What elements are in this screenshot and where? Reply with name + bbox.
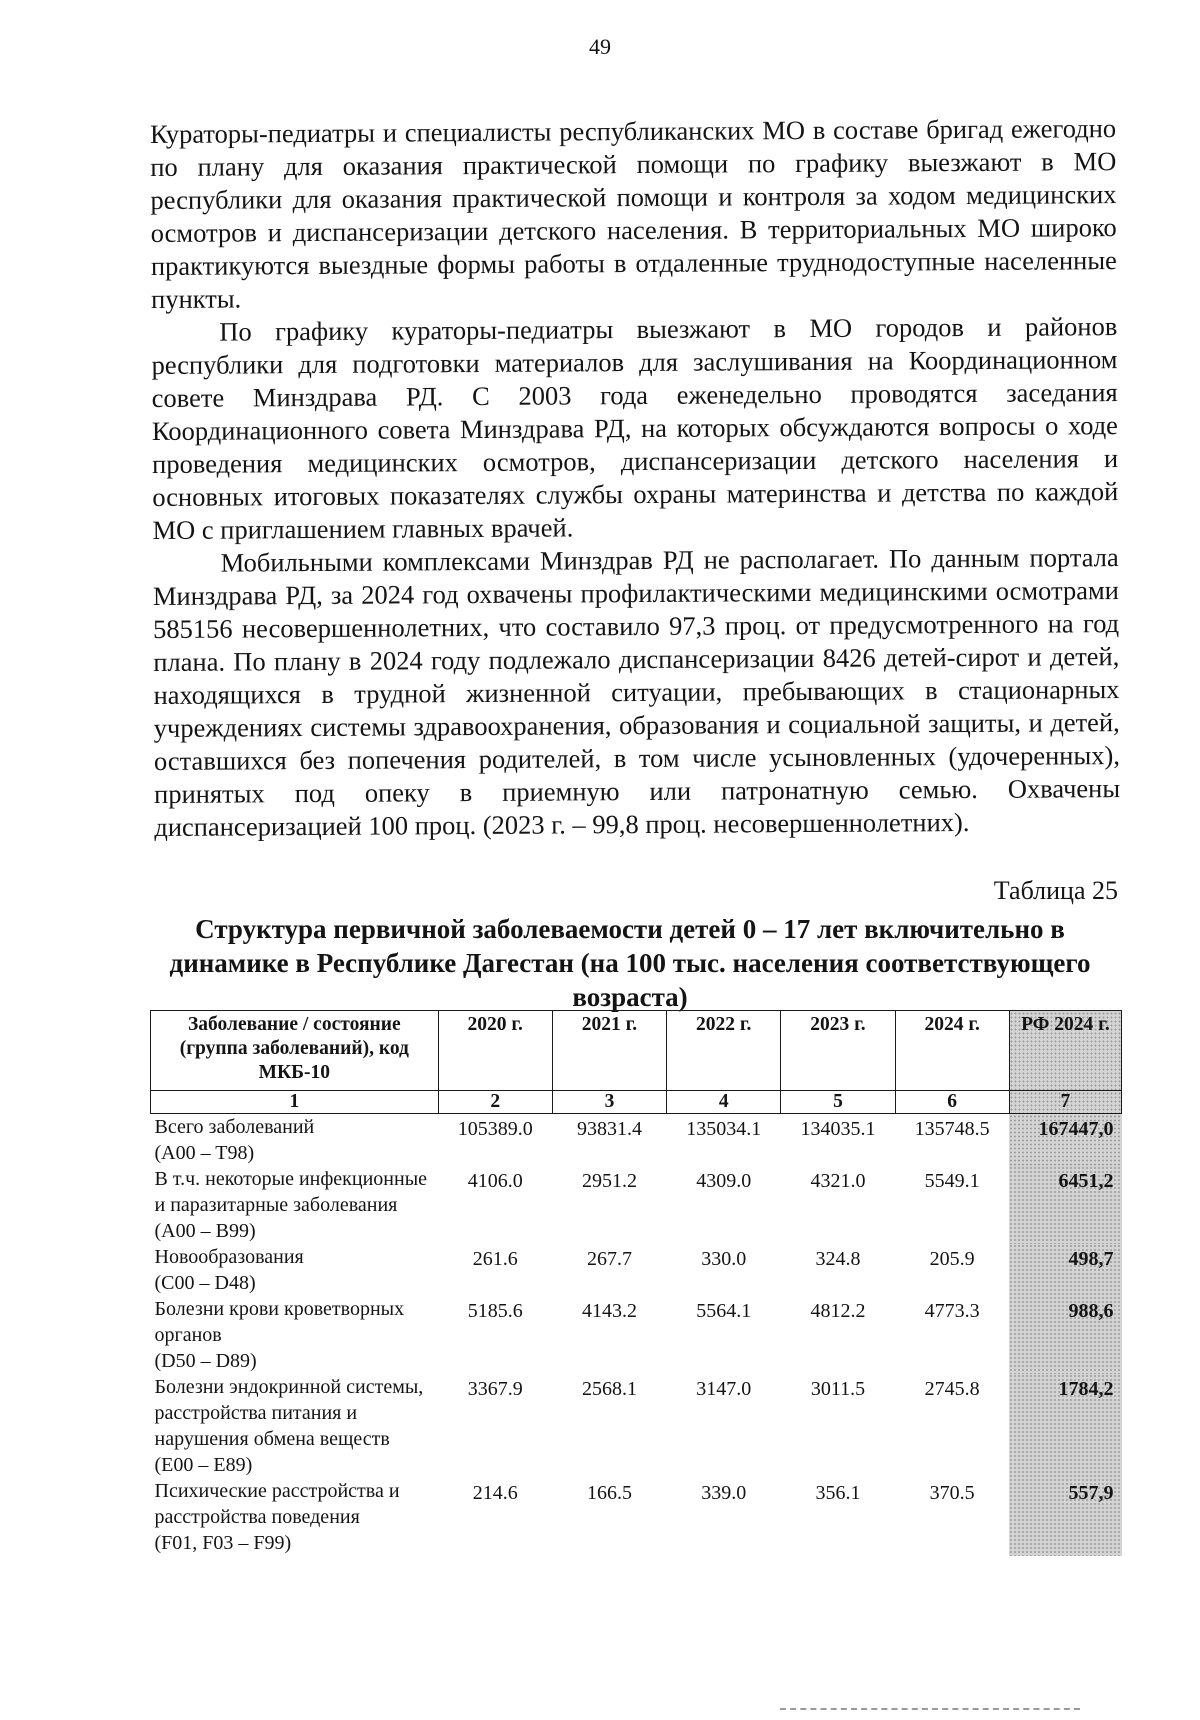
header-2021: 2021 г.	[552, 1011, 666, 1091]
value-rf-2024: 557,9	[1009, 1478, 1121, 1556]
value-2021: 166.5	[586, 1482, 632, 1504]
table-row	[151, 1296, 1122, 1374]
disease-name: Всего заболеваний	[154, 1116, 315, 1138]
value-2022: 3147.0	[696, 1378, 752, 1400]
value-2022: 339.0	[701, 1482, 747, 1504]
disease-cell	[151, 1244, 439, 1296]
icd-code: (A00 – T98)	[154, 1142, 255, 1164]
value-2021: 2568.1	[581, 1378, 637, 1400]
value-2024: 5549.1	[924, 1170, 980, 1192]
value-rf-2024: 1784,2	[1009, 1374, 1121, 1478]
table-title: Структура первичной заболеваемости детей 0 – 17 лет включительно в динамике в Республике Дагестан (на 100 тыс. населения соответствующего возраста)	[169, 914, 1091, 1012]
table-row	[151, 1114, 1122, 1167]
value-rf-2024: 498,7	[1009, 1244, 1121, 1296]
value-2020: 105389.0	[457, 1118, 533, 1140]
table-caption: Таблица 25	[993, 876, 1118, 905]
value-2023: 4812.2	[810, 1300, 866, 1322]
scan-artifact-line	[780, 1708, 1080, 1710]
table-row	[151, 1166, 1122, 1244]
value-2024: 4773.3	[924, 1300, 980, 1322]
table-row	[151, 1244, 1122, 1296]
paragraph-1: Кураторы-педиатры и специалисты республиканских МО в составе бригад ежегодно по плану для оказания практической помощи по графику выезжают в МО республики для оказания практической помощи и контроля за ходом медицинских осмотров и диспансеризации детского населения. В территориальных МО широко практикуются выездные формы работы в отдаленные труднодоступные населенные пункты.	[150, 113, 1117, 314]
value-2024: 2745.8	[924, 1378, 980, 1400]
value-2024: 135748.5	[914, 1118, 990, 1140]
value-2023: 3011.5	[810, 1378, 866, 1400]
header-disease: Заболевание / состояние (группа заболеваний), код МКБ-10	[151, 1011, 439, 1091]
column-number: 5	[781, 1091, 895, 1114]
value-2024: 370.5	[929, 1482, 975, 1504]
icd-code: (E00 – E89)	[154, 1454, 253, 1476]
header-rf-2024: РФ 2024 г.	[1009, 1011, 1121, 1091]
value-2020: 3367.9	[467, 1378, 523, 1400]
paragraph-2: По графику кураторы-педиатры выезжают в МО городов и районов республики для подготовки материалов для заслушивания на Координационном совете Минздрава РД. С 2003 года еженедельно проводятся заседания Координационного совета Минздрава РД, на которых обсуждаются вопросы о ходе проведения медицинских осмотров, диспансеризации детского населения и основных итоговых показателях службы охраны материнства и детства по каждой МО с приглашением главных врачей.	[151, 311, 1119, 545]
disease-name: В т.ч. некоторые инфекционные и паразитарные заболевания	[154, 1168, 428, 1216]
paragraph-3: Мобильными комплексами Минздрав РД не располагает. По данным портала Минздрава РД, за 2024 год охвачены профилактическими медицинскими осмотрами 585156 несовершеннолетних, что составило 97,3 проц. от предусмотренного на год плана. По плану в 2024 году подлежало диспансеризации 8426 детей-сирот и детей, находящихся в трудной жизненной ситуации, пребывающих в стационарных учреждениях системы здравоохранения, образования и социальной защиты, и детей, оставшихся без попечения родителей, в том числе усыновленных (удочеренных), принятых под опеку в приемную или патронатную семью. Охвачены диспансеризацией 100 проц. (2023 г. – 99,8 проц. несовершеннолетних).	[152, 542, 1121, 842]
disease-cell	[151, 1478, 439, 1556]
icd-code: (A00 – B99)	[154, 1220, 256, 1242]
value-2021: 2951.2	[581, 1170, 637, 1192]
column-number: 6	[895, 1091, 1009, 1114]
value-2020: 4106.0	[467, 1170, 523, 1192]
body-text	[150, 112, 1120, 844]
value-2022: 135034.1	[686, 1118, 762, 1140]
disease-cell	[151, 1296, 439, 1374]
value-2023: 134035.1	[800, 1118, 876, 1140]
table-row	[151, 1478, 1122, 1556]
header-2020: 2020 г.	[438, 1011, 552, 1091]
table-row	[151, 1374, 1122, 1478]
value-rf-2024: 167447,0	[1009, 1114, 1121, 1167]
icd-code: (D50 – D89)	[154, 1350, 257, 1372]
disease-name: Психические расстройства и расстройства поведения	[154, 1480, 400, 1528]
column-number: 1	[151, 1091, 439, 1114]
disease-name: Новообразования	[154, 1246, 304, 1268]
header-2024: 2024 г.	[895, 1011, 1009, 1091]
header-2023: 2023 г.	[781, 1011, 895, 1091]
value-rf-2024: 988,6	[1009, 1296, 1121, 1374]
disease-cell	[151, 1114, 439, 1167]
disease-cell	[151, 1166, 439, 1244]
value-2020: 214.6	[472, 1482, 518, 1504]
column-number: 3	[552, 1091, 666, 1114]
column-number: 4	[667, 1091, 781, 1114]
disease-name: Болезни крови кроветворных органов	[154, 1298, 405, 1346]
disease-name: Болезни эндокринной системы, расстройства питания и нарушения обмена веществ	[154, 1376, 424, 1450]
value-2021: 267.7	[586, 1248, 632, 1270]
morbidity-table	[150, 1010, 1122, 1556]
icd-code: (C00 – D48)	[154, 1272, 256, 1294]
value-2023: 324.8	[815, 1248, 861, 1270]
value-2020: 261.6	[472, 1248, 518, 1270]
value-2022: 4309.0	[696, 1170, 752, 1192]
disease-cell	[151, 1374, 439, 1478]
column-number: 7	[1009, 1091, 1121, 1114]
value-2020: 5185.6	[467, 1300, 523, 1322]
page-number: 49	[589, 34, 611, 59]
icd-code: (F01, F03 – F99)	[154, 1532, 292, 1554]
value-rf-2024: 6451,2	[1009, 1166, 1121, 1244]
value-2023: 4321.0	[810, 1170, 866, 1192]
value-2022: 5564.1	[696, 1300, 752, 1322]
value-2021: 93831.4	[576, 1118, 642, 1140]
value-2023: 356.1	[815, 1482, 861, 1504]
value-2024: 205.9	[929, 1248, 975, 1270]
value-2021: 4143.2	[581, 1300, 637, 1322]
column-number: 2	[438, 1091, 552, 1114]
value-2022: 330.0	[701, 1248, 747, 1270]
header-2022: 2022 г.	[667, 1011, 781, 1091]
